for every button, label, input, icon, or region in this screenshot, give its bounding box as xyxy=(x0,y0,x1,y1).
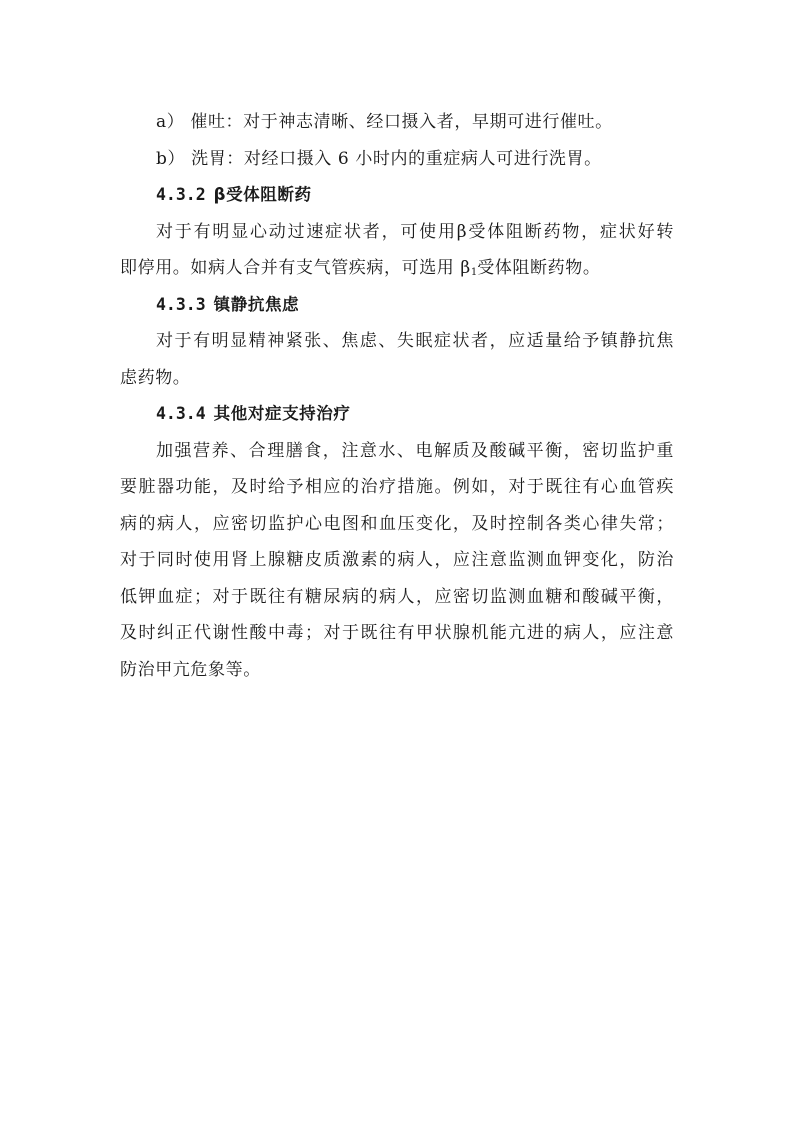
list-item-b-text: 洗胃：对经口摄入 6 小时内的重症病人可进行洗胃。 xyxy=(191,148,602,169)
paragraph-line: 对于同时使用肾上腺糖皮质激素的病人，应注意监测血钾变化，防治 xyxy=(120,550,674,570)
paragraph-line: 低钾血症；对于既往有糖尿病的病人，应密切监测血糖和酸碱平衡， xyxy=(120,586,674,607)
paragraph-line xyxy=(120,250,674,287)
section-heading-4-3-3 xyxy=(120,287,674,324)
paragraph-line: 虑药物。 xyxy=(120,367,191,388)
paragraph-line: 病的病人，应密切监护心电图和血压变化，及时控制各类心律失常； xyxy=(120,513,674,534)
section-title: 镇静抗焦虑 xyxy=(213,294,300,314)
section-heading-4-3-2 xyxy=(120,177,674,214)
paragraph-line: 要脏器功能，及时给予相应的治疗措施。例如，对于既往有心血管疾 xyxy=(120,477,674,497)
section-number: 4.3.4 xyxy=(156,404,206,423)
section-title: β受体阻断药 xyxy=(213,185,312,204)
section-title: 其他对症支持治疗 xyxy=(213,404,351,423)
list-item-b xyxy=(120,141,674,178)
list-item-a-label: a） xyxy=(156,112,185,132)
document-body xyxy=(120,104,674,688)
section-number: 4.3.2 xyxy=(156,185,206,204)
list-item-b-label: b） xyxy=(156,148,186,169)
list-item-a xyxy=(120,104,674,141)
subscript: 1 xyxy=(470,267,478,278)
text-segment: 受体阻断药物。 xyxy=(477,258,601,278)
list-item-a-text: 催吐：对于神志清晰、经口摄入者，早期可进行催吐。 xyxy=(190,112,613,132)
paragraph-line: 对于有明显精神紧张、焦虑、失眠症状者，应适量给予镇静抗焦 xyxy=(156,331,674,351)
paragraph-line: 加强营养、合理膳食，注意水、电解质及酸碱平衡，密切监护重 xyxy=(156,440,674,461)
section-heading-4-3-4 xyxy=(120,396,674,433)
paragraph-line: 对于有明显心动过速症状者，可使用β受体阻断药物，症状好转 xyxy=(156,221,674,242)
paragraph-line: 防治甲亢危象等。 xyxy=(120,659,261,680)
text-segment: 即停用。如病人合并有支气管疾病，可选用 β xyxy=(120,258,471,278)
section-number: 4.3.3 xyxy=(156,294,206,314)
paragraph-line: 及时纠正代谢性酸中毒；对于既往有甲状腺机能亢进的病人，应注意 xyxy=(120,623,674,643)
